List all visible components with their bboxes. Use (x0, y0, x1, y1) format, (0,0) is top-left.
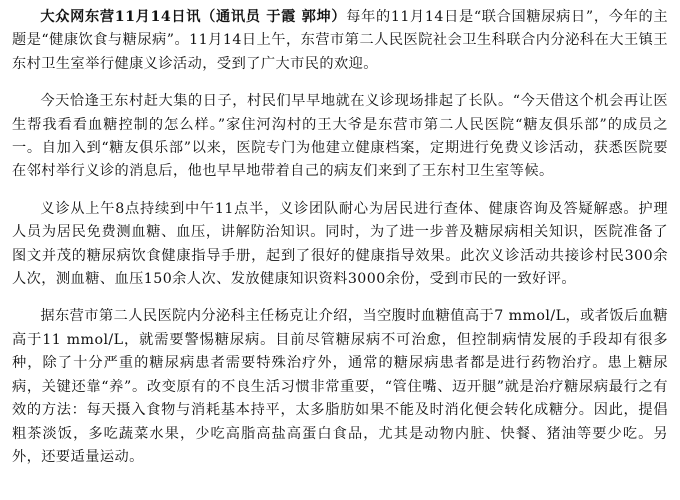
paragraph-villagers: 今天恰逢王东村赶大集的日子，村民们早早地就在义诊现场排起了长队。“今天借这个机会再让医生帮我看看血糖控制的怎么样。”家住河沟村的王大爷是东营市第二人民医院“糖友俱乐部”的成员之一。自加入到“糖友俱乐部”以来，医院专门为他建立健康档案，定期进行免费义诊活动，获悉医院要在邻村举行义诊的消息后，他也早早地带着自己的病友们来到了王东村卫生室等候。 (12, 93, 668, 180)
paragraph-text: 每年的11月14日是“联合国糖尿病日”，今年的主题是“健康饮食与糖尿病”。11月14日上午，东营市第二人民医院社会卫生科联合内分泌科在大王镇王东村卫生室举行健康义诊活动，受到了广大市民的欢迎。 (12, 9, 668, 72)
paragraph-intro (12, 6, 668, 76)
dateline: 大众网东营11月14日讯（通讯员 于霞 郭坤） (40, 9, 347, 25)
news-article (12, 6, 668, 483)
paragraph-clinic: 义诊从上午8点持续到中午11点半，义诊团队耐心为居民进行查体、健康咨询及答疑解惑。护理人员为居民免费测血糖、血压，讲解防治知识。同时，为了进一步普及糖尿病相关知识，医院准备了图文并茂的糖尿病饮食健康指导手册，起到了很好的健康指导效果。此次义诊活动共接诊村民300余人次，测血糖、血压150余人次、发放健康知识资料3000余份，受到市民的一致好评。 (12, 200, 668, 288)
paragraph-expert: 据东营市第二人民医院内分泌科主任杨克让介绍，当空腹时血糖值高于7 mmol/L，或者饭后血糖高于11 mmol/L，就需要警惕糖尿病。目前尽管糖尿病不可治愈，但控制病情发展的手段却有很多种，除了十分严重的糖尿病患者需要特殊治疗外，通常的糖尿病患者都是进行药物治疗。患上糖尿病，关键还靠“养”。改变原有的不良生活习惯非常重要，“管住嘴、迈开腿”就是治疗糖尿病最行之有效的方法：每天摄入食物与消耗基本持平，太多脂肪如果不能及时消化便会转化成糖分。因此，提倡粗茶淡饭，多吃蔬菜水果，少吃高脂高盐高蛋白食品，尤其是动物内脏、快餐、猪油等要少吃。另外，还要适量运动。 (12, 308, 668, 465)
